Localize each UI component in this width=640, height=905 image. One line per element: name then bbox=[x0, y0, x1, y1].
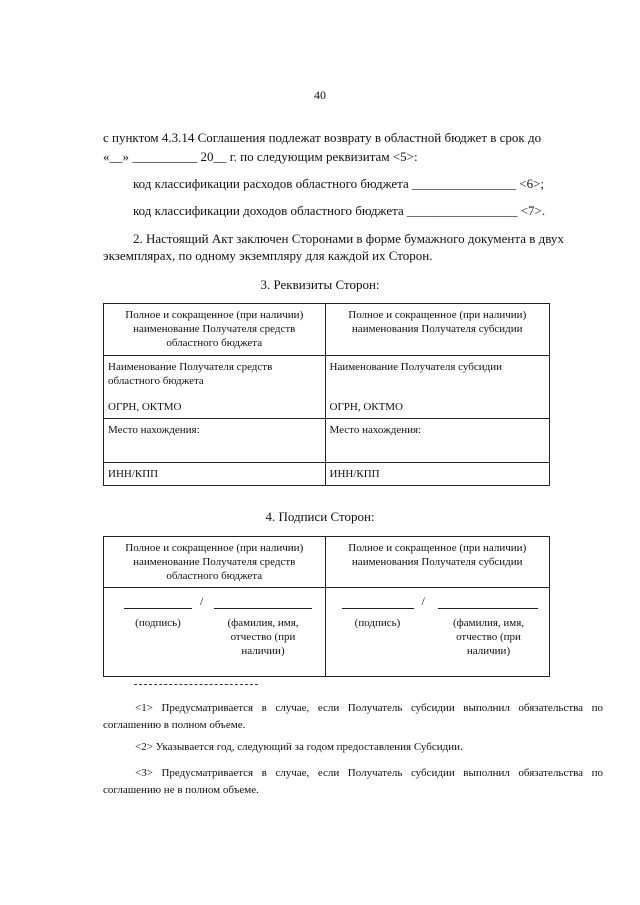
subsidy-name-line bbox=[438, 608, 538, 609]
body-line-6: экземплярах, по одному экземпляру для каждой их Сторон. bbox=[103, 248, 433, 263]
signatures-table bbox=[103, 536, 550, 677]
section-4-title: 4. Подписи Сторон: bbox=[265, 509, 375, 524]
budget-signature-line bbox=[124, 608, 192, 609]
subsidy-recipient-name: Наименование Получателя субсидии bbox=[329, 361, 503, 373]
income-code-line: код классификации доходов областного бюджета _________________ <7>. bbox=[133, 203, 546, 218]
budget-name-line bbox=[214, 608, 312, 609]
subsidy-location: Место нахождения: bbox=[325, 419, 550, 463]
budget-recipient-name: Наименование Получателя средств областного бюджета bbox=[108, 361, 273, 387]
body-line-5: 2. Настоящий Акт заключен Сторонами в форме бумажного документа в двух bbox=[133, 231, 564, 246]
budget-recipient-ogrn: ОГРН, ОКТМО bbox=[108, 401, 182, 413]
subsidy-signature-cell bbox=[325, 588, 550, 677]
budget-signature-label: (подпись) bbox=[135, 617, 181, 629]
section-3-title: 3. Реквизиты Сторон: bbox=[260, 277, 380, 292]
subsidy-signature-line bbox=[342, 608, 414, 609]
subsidy-recipient-cell bbox=[325, 356, 550, 419]
expense-code-line: код классификации расходов областного бюджета ________________ <6>; bbox=[133, 176, 545, 191]
requisites-header-budget: Полное и сокращенное (при наличии) наименование Получателя средств областного бюджета bbox=[104, 304, 326, 356]
subsidy-signature-label: (подпись) bbox=[354, 617, 401, 629]
budget-name-label: (фамилия, имя, отчество (при наличии) bbox=[227, 617, 299, 657]
requisites-header-subsidy: Полное и сокращенное (при наличии) наименования Получателя субсидии bbox=[325, 304, 550, 356]
subsidy-slash: / bbox=[421, 594, 425, 608]
body-line-2: «__» __________ 20__ г. по следующим реквизитам <5>: bbox=[103, 149, 418, 164]
budget-signature-cell bbox=[104, 588, 326, 677]
budget-location: Место нахождения: bbox=[104, 419, 326, 463]
budget-slash: / bbox=[200, 594, 204, 608]
body-line-1: с пунктом 4.3.14 Соглашения подлежат возврату в областной бюджет в срок до bbox=[103, 130, 542, 145]
requisites-table bbox=[103, 303, 550, 486]
budget-inn: ИНН/КПП bbox=[104, 463, 326, 486]
footnote-1: <1> Предусматривается в случае, если Получатель субсидии выполнил обязательства по соглашению в полном объеме. bbox=[103, 702, 603, 731]
footnote-3: <3> Предусматривается в случае, если Получатель субсидии выполнил обязательства по соглашению не в полном объеме. bbox=[103, 767, 603, 796]
subsidy-recipient-ogrn: ОГРН, ОКТМО bbox=[329, 401, 403, 413]
footnote-2: <2> Указывается год, следующий за годом предоставления Субсидии. bbox=[135, 741, 463, 753]
signatures-header-subsidy: Полное и сокращенное (при наличии) наименования Получателя субсидии bbox=[325, 537, 550, 588]
subsidy-inn: ИНН/КПП bbox=[325, 463, 550, 486]
page-number: 40 bbox=[314, 88, 326, 102]
footnote-separator bbox=[134, 684, 258, 685]
subsidy-name-label: (фамилия, имя, отчество (при наличии) bbox=[452, 617, 525, 657]
budget-recipient-cell bbox=[104, 356, 326, 419]
signatures-header-budget: Полное и сокращенное (при наличии) наименование Получателя средств областного бюджета bbox=[104, 537, 326, 588]
